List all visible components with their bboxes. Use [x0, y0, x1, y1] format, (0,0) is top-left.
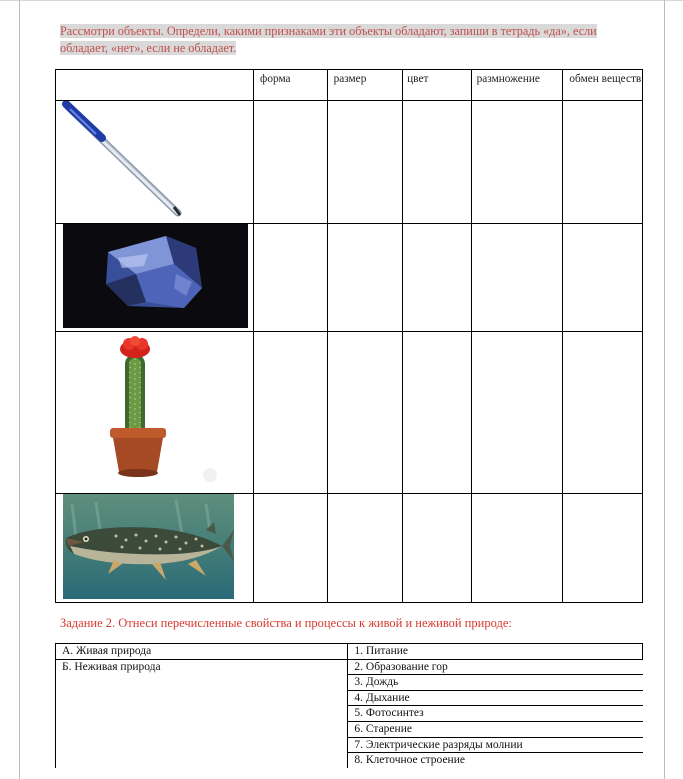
table-row — [56, 494, 643, 603]
cell[interactable] — [471, 224, 563, 332]
cell[interactable] — [563, 101, 643, 224]
item-8: 8. Клеточное строение — [354, 754, 465, 767]
item-4: 4. Дыхание — [348, 690, 643, 706]
header-forma: форма — [260, 73, 291, 85]
cell[interactable] — [254, 224, 328, 332]
cell[interactable] — [471, 101, 563, 224]
cell[interactable] — [254, 101, 328, 224]
object-cell-crystal — [56, 224, 254, 332]
header-cell — [471, 70, 563, 101]
table-row — [56, 332, 643, 494]
header-razmer: размер — [333, 73, 367, 85]
table-row — [56, 101, 643, 224]
cactus-image — [56, 332, 253, 490]
cell[interactable] — [471, 494, 563, 603]
page-right-edge — [664, 0, 665, 779]
cell[interactable] — [563, 224, 643, 332]
pen-drawing — [66, 104, 180, 215]
header-cell — [563, 70, 643, 101]
cell[interactable] — [254, 494, 328, 603]
table-row — [56, 224, 643, 332]
table-row — [56, 659, 643, 675]
crystal-image — [56, 224, 253, 328]
cell[interactable] — [327, 101, 403, 224]
header-razmnozhenie: размножение — [476, 73, 540, 85]
cell[interactable] — [563, 494, 643, 603]
pen-image — [56, 101, 253, 220]
header-obmen: обмен веществ — [569, 73, 642, 85]
cell[interactable] — [327, 332, 403, 494]
cell[interactable] — [471, 332, 563, 494]
item-1: 1. Питание — [348, 644, 643, 660]
task1-text: Рассмотри объекты. Определи, какими признаками эти объекты обладают, запиши в тетрадь «да», если обладает, «нет», если не обладает. — [60, 24, 597, 55]
living-nonliving-table — [55, 643, 643, 768]
cell[interactable] — [327, 224, 403, 332]
pike-fish-image — [56, 494, 253, 599]
cell[interactable] — [403, 494, 472, 603]
object-cell-fish — [56, 494, 254, 603]
cell[interactable] — [327, 494, 403, 603]
group-living: А. Живая природа — [56, 644, 348, 660]
item-2: 2. Образование гор — [348, 659, 643, 675]
item-6: 6. Старение — [348, 721, 643, 737]
header-empty — [56, 70, 254, 101]
object-cell-pen — [56, 101, 254, 224]
table-header-row — [56, 70, 643, 101]
object-cell-cactus — [56, 332, 254, 494]
page-left-edge — [19, 0, 20, 779]
header-cell — [403, 70, 472, 101]
task1-instruction — [60, 23, 640, 57]
page-top-edge — [0, 0, 683, 1]
task2-heading: Задание 2. Отнеси перечисленные свойства и процессы к живой и неживой природе: — [60, 616, 512, 630]
cell[interactable] — [563, 332, 643, 494]
cell[interactable] — [403, 332, 472, 494]
header-cell — [254, 70, 328, 101]
header-tsvet: цвет — [407, 73, 429, 85]
item-3: 3. Дождь — [348, 675, 643, 691]
group-nonliving: Б. Неживая природа — [56, 659, 348, 768]
objects-properties-table — [55, 69, 643, 603]
cell[interactable] — [254, 332, 328, 494]
cell[interactable] — [403, 101, 472, 224]
item-5: 5. Фотосинтез — [348, 706, 643, 722]
item-7: 7. Электрические разряды молнии — [348, 737, 643, 753]
header-cell — [327, 70, 403, 101]
cell[interactable] — [403, 224, 472, 332]
table-row — [56, 644, 643, 660]
